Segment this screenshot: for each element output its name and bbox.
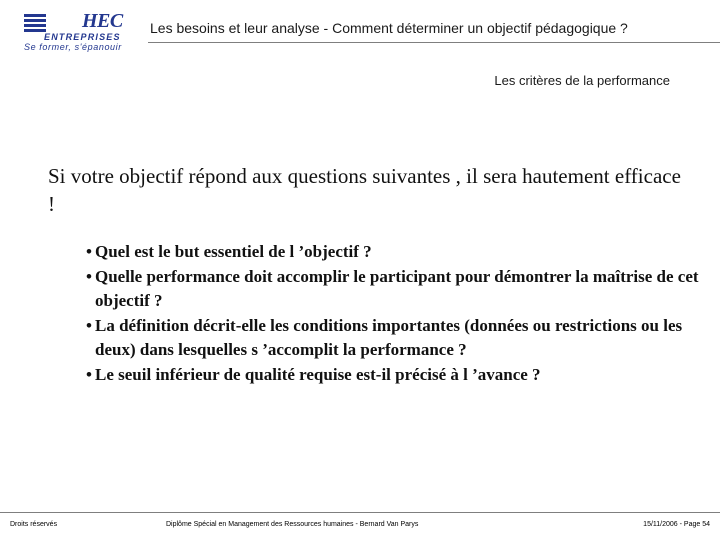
footer-course: Diplôme Spécial en Management des Ressources humaines - Bernard Van Parys (166, 521, 419, 528)
bullet-glyph: • (86, 364, 92, 384)
bullet-glyph: • (86, 315, 92, 335)
question-item (86, 363, 706, 388)
logo-brand: HEC (82, 10, 123, 32)
logo-tagline: Se former, s'épanouir (24, 42, 122, 52)
bullet-glyph: • (86, 242, 92, 261)
question-text: Quelle performance doit accomplir le participant pour démontrer la maîtrise de cet objectif ? (95, 266, 699, 310)
question-item (86, 265, 706, 314)
footer-divider (0, 512, 720, 513)
question-text: Quel est le but essentiel de l ’objectif ? (95, 242, 372, 261)
footer-date-page: 15/11/2006 - Page 54 (643, 521, 710, 528)
question-text: Le seuil inférieur de qualité requise est-il précisé à l ’avance ? (95, 364, 541, 384)
question-item (86, 240, 706, 265)
bullet-glyph: • (86, 266, 92, 286)
logo-sub: ENTREPRISES (44, 32, 121, 42)
question-item (86, 314, 706, 363)
slide-subtitle: Les critères de la performance (494, 73, 670, 88)
logo-stripes (24, 14, 46, 34)
question-list (86, 240, 706, 387)
footer-rights: Droits réservés (10, 521, 58, 528)
hec-entreprises-logo (22, 12, 134, 50)
slide-intro: Si votre objectif répond aux questions suivantes , il sera hautement efficace ! (48, 164, 681, 216)
header-divider (148, 42, 720, 43)
header-title: Les besoins et leur analyse - Comment déterminer un objectif pédagogique ? (150, 20, 628, 36)
question-text: La définition décrit-elle les conditions importantes (données ou restrictions ou les deux) dans lesquelles s ’accomplit la performance ? (95, 315, 683, 359)
